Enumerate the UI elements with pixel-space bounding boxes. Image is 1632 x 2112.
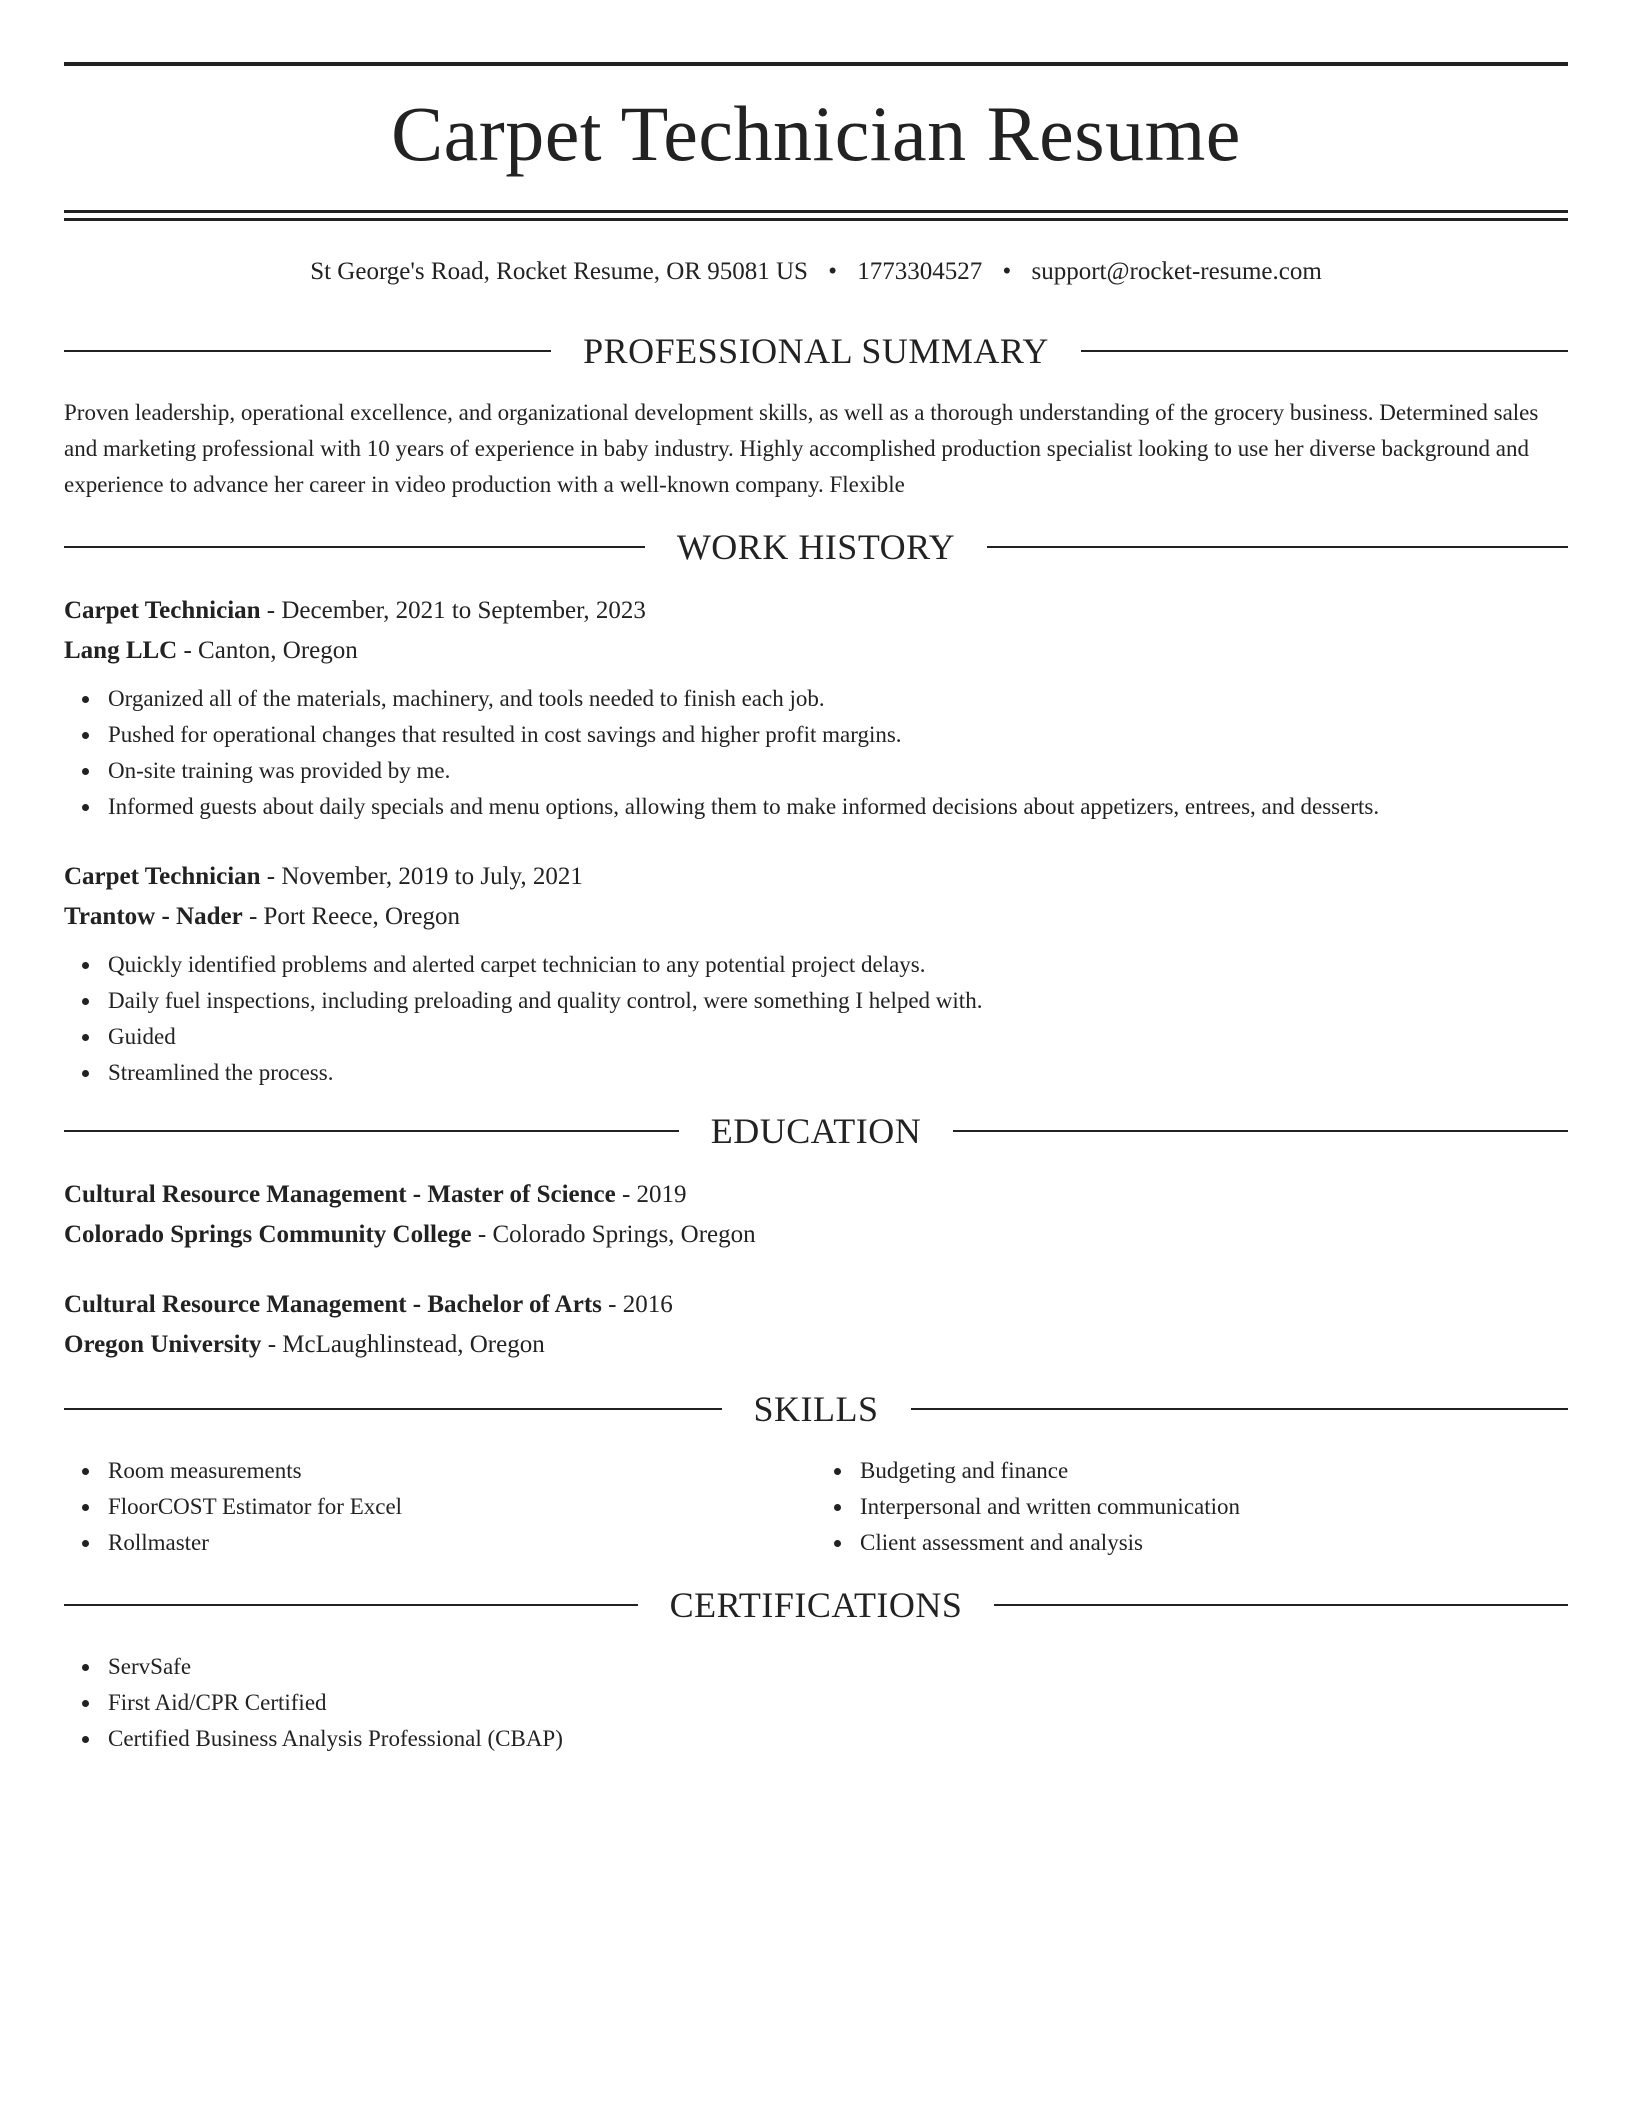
education-school-line — [64, 1215, 1568, 1255]
job-bullets — [64, 681, 1568, 825]
summary-text: Proven leadership, operational excellence, and organizational development skills, as well as a thorough understanding of the grocery business. Determined sales and marketing professional with 10 years of experience in baby industry. Highly accomplished production specialist looking to use her diverse background and experience to advance her career in video production with a well-known company. Flexible — [64, 400, 1539, 497]
skill-item: Client assessment and analysis — [860, 1525, 1568, 1561]
list-item: Guided — [108, 1019, 1568, 1055]
job-role: Carpet Technician — [64, 863, 261, 890]
section-header-education — [64, 1109, 1568, 1153]
skills-grid — [64, 1453, 1568, 1561]
list-item: Informed guests about daily specials and menu options, allowing them to make informed decisions about appetizers, entrees, and desserts. — [108, 789, 1568, 825]
section-header-work — [64, 525, 1568, 569]
skill-item: Budgeting and finance — [860, 1453, 1568, 1489]
contact-phone: 1773304527 — [857, 258, 983, 285]
section-header-skills — [64, 1387, 1568, 1431]
list-item: Quickly identified problems and alerted carpet technician to any potential project delays. — [108, 947, 1568, 983]
section-rule-right — [953, 1130, 1568, 1132]
section-header-certifications — [64, 1583, 1568, 1627]
section-title-work: WORK HISTORY — [676, 527, 956, 567]
page-title: Carpet Technician Resume — [391, 90, 1241, 177]
education-school-line — [64, 1325, 1568, 1365]
section-rule-left — [64, 350, 551, 352]
education-school: Colorado Springs Community College — [64, 1221, 472, 1248]
section-title-education: EDUCATION — [710, 1111, 922, 1151]
contact-separator: • — [1002, 258, 1012, 285]
section-title-summary: PROFESSIONAL SUMMARY — [583, 331, 1049, 371]
skills-column-right — [816, 1453, 1568, 1561]
section-rule-right — [1081, 350, 1568, 352]
education-entry — [64, 1175, 1568, 1255]
section-rule-left — [64, 1130, 679, 1132]
section-rule-left — [64, 546, 645, 548]
section-title-skills: SKILLS — [753, 1389, 879, 1429]
skill-item: Rollmaster — [108, 1525, 816, 1561]
list-item: On-site training was provided by me. — [108, 753, 1568, 789]
certification-item: ServSafe — [108, 1649, 1568, 1685]
job-location: - Canton, Oregon — [177, 637, 358, 664]
education-year: - 2019 — [615, 1181, 687, 1208]
contact-address: St George's Road, Rocket Resume, OR 95081 US — [310, 258, 808, 285]
contact-email: support@rocket-resume.com — [1031, 258, 1322, 285]
job-bullets — [64, 947, 1568, 1091]
education-degree-line — [64, 1175, 1568, 1215]
skill-item: Interpersonal and written communication — [860, 1489, 1568, 1525]
contact-line — [64, 255, 1568, 289]
job-title-line — [64, 857, 1568, 897]
list-item: Streamlined the process. — [108, 1055, 1568, 1091]
certifications-list — [64, 1649, 1568, 1757]
job-company-line — [64, 897, 1568, 937]
section-rule-right — [911, 1408, 1569, 1410]
section-rule-left — [64, 1408, 722, 1410]
list-item: Pushed for operational changes that resulted in cost savings and higher profit margins. — [108, 717, 1568, 753]
job-role: Carpet Technician — [64, 597, 261, 624]
education-location: - Colorado Springs, Oregon — [471, 1221, 756, 1248]
job-dates: - December, 2021 to September, 2023 — [260, 597, 646, 624]
list-item: Organized all of the materials, machinery, and tools needed to finish each job. — [108, 681, 1568, 717]
education-year: - 2016 — [601, 1291, 673, 1318]
job-dates: - November, 2019 to July, 2021 — [260, 863, 583, 890]
skill-item: FloorCOST Estimator for Excel — [108, 1489, 816, 1525]
education-degree-line — [64, 1285, 1568, 1325]
skill-item: Room measurements — [108, 1453, 816, 1489]
education-location: - McLaughlinstead, Oregon — [261, 1331, 545, 1358]
education-school: Oregon University — [64, 1331, 262, 1358]
job-location: - Port Reece, Oregon — [242, 903, 460, 930]
contact-separator: • — [828, 258, 837, 285]
job-entry — [64, 591, 1568, 825]
job-entry — [64, 857, 1568, 1091]
section-title-certifications: CERTIFICATIONS — [669, 1585, 963, 1625]
section-header-summary — [64, 329, 1568, 373]
education-entry — [64, 1285, 1568, 1365]
job-company: Trantow - Nader — [64, 903, 243, 930]
job-company-line — [64, 631, 1568, 671]
certification-item: Certified Business Analysis Professional (CBAP) — [108, 1721, 1568, 1757]
section-rule-right — [987, 546, 1568, 548]
education-degree: Cultural Resource Management - Bachelor of Arts — [64, 1291, 602, 1318]
job-company: Lang LLC — [64, 637, 178, 664]
section-rule-left — [64, 1604, 638, 1606]
certification-item: First Aid/CPR Certified — [108, 1685, 1568, 1721]
list-item: Daily fuel inspections, including preloading and quality control, were something I helped with. — [108, 983, 1568, 1019]
job-title-line — [64, 591, 1568, 631]
title-double-rule — [64, 210, 1568, 221]
top-rule — [64, 62, 1568, 66]
education-degree: Cultural Resource Management - Master of Science — [64, 1181, 616, 1208]
skills-column-left — [64, 1453, 816, 1561]
section-rule-right — [994, 1604, 1568, 1606]
